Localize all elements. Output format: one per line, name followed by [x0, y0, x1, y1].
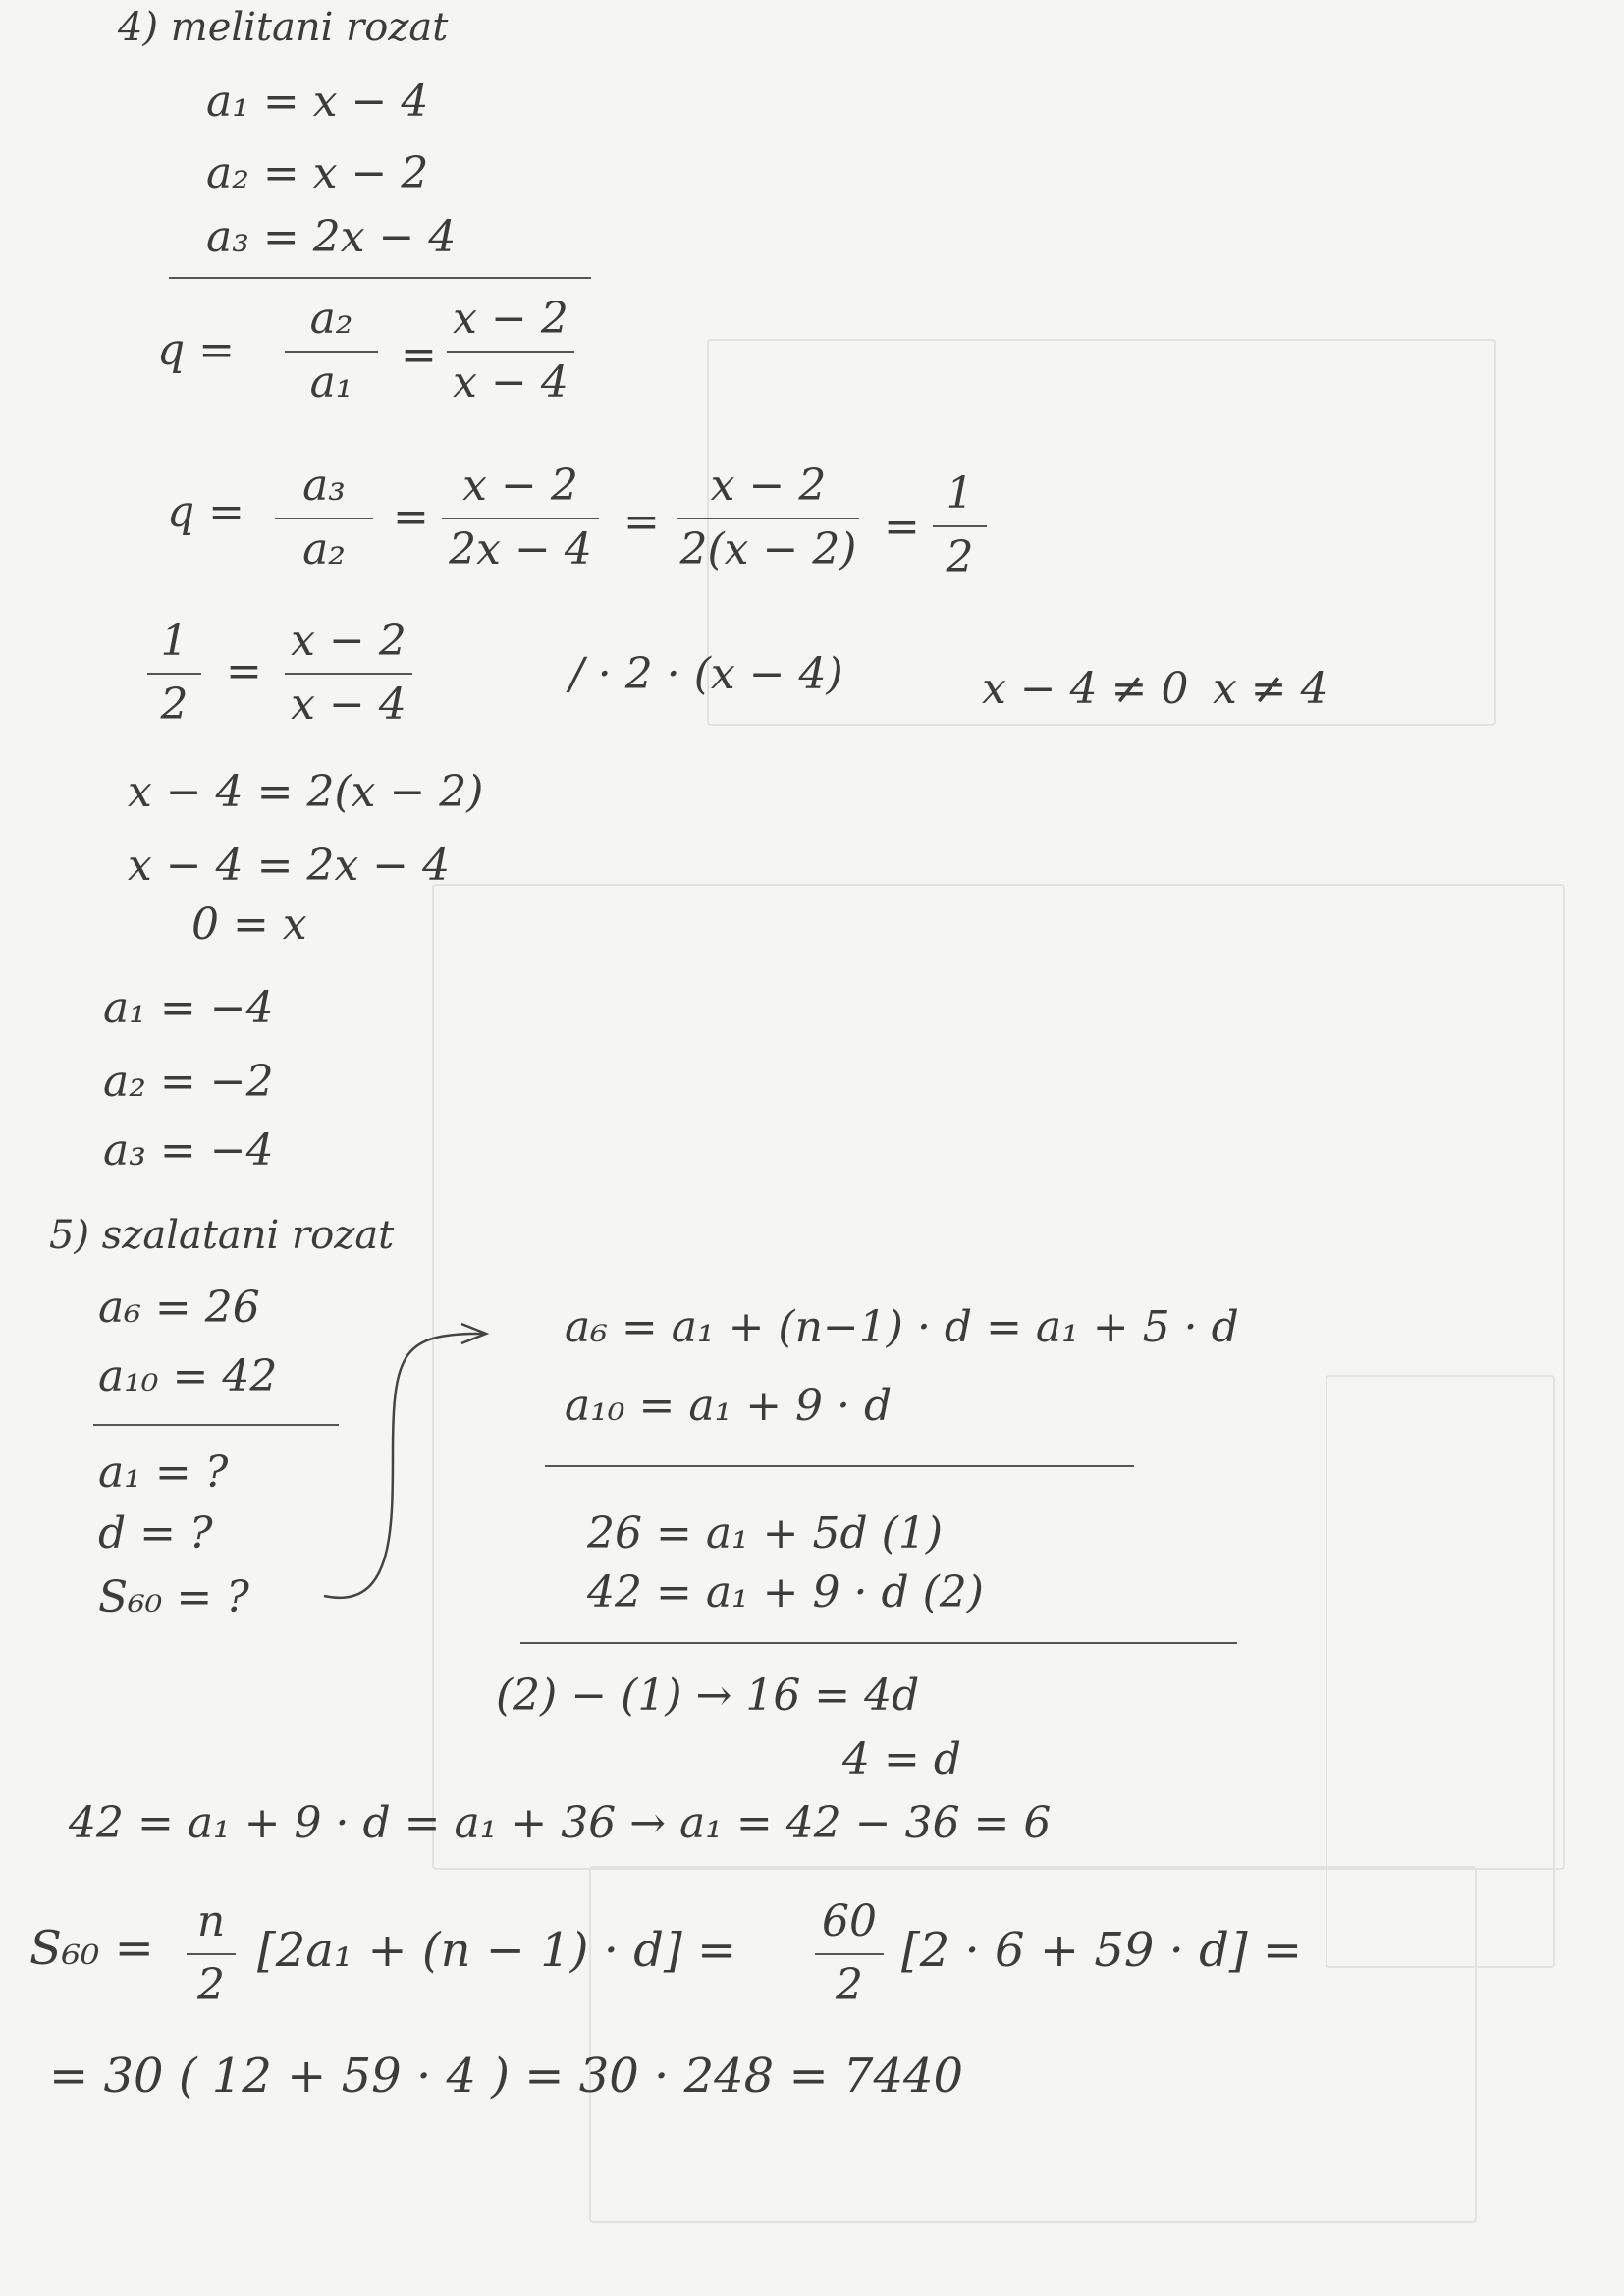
numerator: x − 2	[291, 616, 406, 666]
numerator: 1	[160, 616, 189, 666]
fraction-n-over-2	[187, 1897, 236, 2010]
equals-sign: =	[884, 502, 920, 552]
result-a2: a₂ = −2	[103, 1057, 274, 1107]
fraction-bar	[187, 1953, 236, 1955]
fraction-60-over-2	[815, 1897, 884, 2010]
equals-sign: =	[623, 497, 660, 547]
subtract-step: (2) − (1) → 16 = 4d	[496, 1670, 920, 1721]
step-2: x − 4 = 2x − 4	[128, 841, 451, 891]
formula-underline	[545, 1465, 1134, 1467]
numerator: n	[196, 1896, 226, 1946]
fraction-bar	[815, 1953, 884, 1955]
s60-lhs: S₆₀ =	[29, 1921, 154, 1976]
system-underline	[520, 1642, 1237, 1644]
step-3: 0 = x	[191, 900, 307, 950]
condition-1: x − 4 ≠ 0	[982, 664, 1189, 714]
formula-a10: a₁₀ = a₁ + 9 · d	[565, 1381, 893, 1431]
given-a3: a₃ = 2x − 4	[206, 212, 457, 262]
denominator: x − 4	[453, 356, 568, 408]
equals-sign: =	[393, 492, 429, 542]
multiply-note: / · 2 · (x − 4)	[569, 649, 843, 699]
denominator: 2	[197, 1959, 225, 2010]
denominator: x − 4	[291, 679, 406, 730]
given-a6: a₆ = 26	[98, 1283, 260, 1333]
equals-sign: =	[401, 330, 437, 380]
numerator: a₂	[309, 294, 353, 344]
denominator: 2	[836, 1959, 863, 2010]
result-a3: a₃ = −4	[103, 1125, 274, 1175]
numerator: a₃	[302, 461, 346, 511]
final-result: = 30 ( 12 + 59 · 4 ) = 30 · 248 = 7440	[49, 2049, 964, 2104]
numerator: x − 2	[710, 461, 827, 511]
system-eq-1: 26 = a₁ + 5d (1)	[587, 1508, 944, 1558]
numerator: x − 2	[453, 294, 568, 344]
formula-a6: a₆ = a₁ + (n−1) · d = a₁ + 5 · d	[565, 1302, 1239, 1352]
numerator: 60	[822, 1896, 877, 1946]
a1-derivation: 42 = a₁ + 9 · d = a₁ + 36 → a₁ = 42 − 36 = 6	[69, 1798, 1052, 1848]
denominator: 2	[160, 679, 189, 730]
denominator: 2x − 4	[449, 523, 592, 574]
unknown-s60: S₆₀ = ?	[98, 1572, 249, 1622]
equals-sign: =	[226, 646, 262, 696]
d-result: 4 = d	[842, 1734, 961, 1784]
given-a1: a₁ = x − 4	[206, 77, 429, 127]
sum-formula-bracket: [2a₁ + (n − 1) · d] =	[257, 1923, 737, 1978]
q-label-2: q =	[167, 487, 245, 537]
unknown-a1: a₁ = ?	[98, 1448, 229, 1498]
sum-substituted-bracket: [2 · 6 + 59 · d] =	[901, 1923, 1303, 1978]
problem-5-heading: 5) szalatani rozat	[49, 1213, 395, 1258]
problem-4-heading: 4) melitani rozat	[118, 5, 449, 50]
numerator: 1	[946, 468, 974, 519]
numerator: x − 2	[462, 461, 578, 511]
result-a1: a₁ = −4	[103, 983, 274, 1033]
denominator: a₂	[302, 523, 346, 574]
q-label-1: q =	[157, 325, 236, 375]
denominator: a₁	[309, 356, 353, 408]
denominator: 2(x − 2)	[679, 523, 857, 574]
unknown-d: d = ?	[98, 1508, 213, 1558]
given-a10: a₁₀ = 42	[98, 1351, 278, 1401]
given-a2: a₂ = x − 2	[206, 148, 429, 198]
system-eq-2: 42 = a₁ + 9 · d (2)	[587, 1567, 984, 1617]
condition-2: x ≠ 4	[1213, 664, 1328, 714]
step-1: x − 4 = 2(x − 2)	[128, 767, 484, 817]
denominator: 2	[946, 531, 974, 582]
